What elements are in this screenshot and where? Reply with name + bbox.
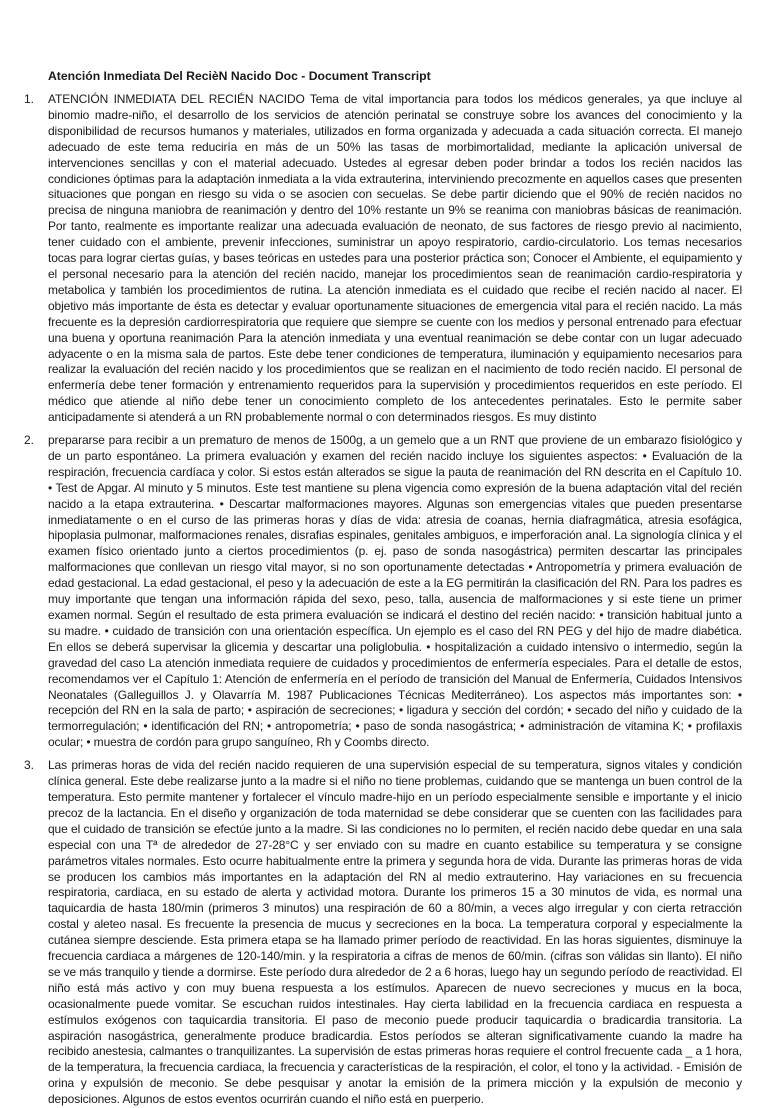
list-item — [24, 92, 742, 426]
list-item — [24, 758, 742, 1108]
document-title: Atención Inmediata Del RecièN Nacido Doc - Document Transcript — [48, 69, 431, 83]
item-number: 2. — [24, 433, 35, 448]
item-number: 1. — [24, 92, 35, 106]
item-text: ATENCIÓN INMEDIATA DEL RECIÉN NACIDO Tema de vital importancia para todos los médicos generales, ya que incluye al binomio madre-niño, el desarrollo de los servicios de atención perinatal se construye sobre los avances del conocimiento y la disponibilidad de recursos humanos y materiales, utilizados en forma organizada y adecuada a cada situación correcta. El manejo adecuado de este tema reduciría en más de un 50% las tasas de morbimortalidad, mediante la aplicación universal de intervenciones sencillas y con el material adecuado. Ustedes al egresar deben poder brindar a todos los recién nacidos las condiciones óptimas para la adaptación inmediata a la vida extrauterina, interviniendo precozmente en aquellos cases que presenten situaciones que pongan en riesgo su vida o se asocien con secuelas. Se debe partir diciendo que el 90% de recién nacidos no precisa de ninguna maniobra de reanimación y dentro del 10% restante un 9% se reanima con maniobras básicas de reanimación. Por tanto, realmente es importante realizar una adecuada evaluación de neonato, de sus factores de riesgo previo al nacimiento, tener cuidado con el ambiente, prevenir infecciones, suministrar un apoyo respiratorio, cardio-circulatorio. Los temas necesarios tocas para lograr ciertas guías, y bases teóricas en ustedes para una posterior práctica son; Conocer el Ambiente, el equipamiento y el personal necesario para la atención del recién nacido, manejar los procedimientos sean de reanimación cardio-respiratoria y metabolica y también los procedimientos de rutina. La atención inmediata es el cuidado que recibe el recién nacido al nacer. El objetivo más importante de ésta es detectar y evaluar oportunamente situaciones de emergencia vital para el recién nacido. La más frecuente es la depresión cardiorrespiratoria que requiere que siempre se cuente con los medios y personal entrenado para efectuar una buena y oportuna reanimación Para la atención inmediata y una eventual reanimación se debe contar con un lugar adecuado adyacente o en la misma sala de partos. Este debe tener condiciones de temperatura, iluminación y equipamiento necesarios para realizar la evaluación del recién nacido y los procedimientos que se realizan en el nacimiento de todo recién nacido. El personal de enfermería debe tener formación y entrenamiento requeridos para la supervisión y procedimientos requeridos en este período. El médico que atiende al niño debe tener un conocimiento completo de los antecedentes perinatales. Esto le permite saber anticipadamente si atenderá a un RN probablemente normal o con determinados riesgos. Es muy distinto — [48, 92, 742, 425]
item-text: Las primeras horas de vida del recién nacido requieren de una supervisión especial de su temperatura, signos vitales y condición clínica general. Este debe realizarse junto a la madre si el niño no tiene problemas, cuidando que se mantenga un buen control de la temperatura. Esto permite mantener y fortalecer el vínculo madre-hijo en un período especialmente sensible e importante y el inicio precoz de la lactancia. En el diseño y organización de toda maternidad se debe considerar que se cuenten con las facilidades para que el cuidado de transición se efectúe junto a la madre. Si las condiciones no lo permiten, el recién nacido debe quedar en una sala especial con una Tª de alrededor de 27-28°C y ser enviado con su madre en cuanto estabilice su temperatura y se consigne parámetros vitales normales. Esto ocurre habitualmente entre la primera y segunda hora de vida. Durante las primeras horas de vida se producen los cambios más importantes en la adaptación del RN al medio extrauterino. Hay variaciones en su frecuencia respiratoria, cardiaca, en su estado de alerta y actividad motora. Durante los primeros 15 a 30 minutos de vida, es normal una taquicardia de hasta 180/min (primeros 3 minutos) una respiración de 60 a 80/min, a veces algo irregular y con cierta retracción costal y aleteo nasal. Es frecuente la presencia de mucus y secreciones en la boca. La temperatura corporal y especialmente la cutánea siempre desciende. Esta primera etapa se ha llamado primer período de reactividad. En las horas siguientes, disminuye la frecuencia cardiaca a márgenes de 120-140/min. y la respiratoria a cifras de menos de 60/min. (cifras son válidas sin llanto). El niño se ve más tranquilo y tiende a dormirse. Este período dura alrededor de 2 a 6 horas, luego hay un segundo período de reactividad. El niño está más activo y con muy buena respuesta a los estímulos. Aparecen de nuevo secreciones y mucus en la boca, ocasionalmente puede vomitar. Se escuchan ruidos intestinales. Hay cierta labilidad en la frecuencia cardiaca en respuesta a estímulos exógenos con taquicardia transitoria. El paso de meconio puede producir taquicardia o bradicardia transitoria. La aspiración nasogástrica, generalmente produce bradicardia. Estos períodos se alteran significativamente cuando la madre ha recibido anestesia, calmantes o tranquilizantes. La supervisión de estas primeras horas requiere el control frecuente cada _ a 1 hora, de la temperatura, la frecuencia cardiaca, la frecuencia y características de la respiración, el color, el tono y la actividad. - Emisión de orina y expulsión de meconio. Se debe pesquisar y anotar la emisión de la primera micción y la expulsión de meconio y deposiciones. Algunos de estos eventos ocurrirán cuando el niño está en puerperio. — [48, 758, 742, 1107]
item-text: prepararse para recibir a un prematuro de menos de 1500g, a un gemelo que a un RNT que proviene de un embarazo fisiológico y de un parto espontáneo. La primera evaluación y examen del recién nacido incluye los siguientes aspectos: • Evaluación de la respiración, frecuencia cardíaca y color. Si estos están alterados se sigue la pauta de reanimación del RN descrita en el Capítulo 10. • Test de Apgar. Al minuto y 5 minutos. Este test mantiene su plena vigencia como expresión de la buena adaptación vital del recién nacido a la etapa extrauterina. • Descartar malformaciones mayores. Algunas son emergencias vitales que pueden presentarse inmediatamente o en el curso de las primeras horas y días de vida: atresia de coanas, hernia diafragmática, atresia esofágica, hipoplasia pulmonar, malformaciones renales, disrafias espinales, genitales ambiguos, e imperforación anal. La signología clínica y el examen físico orientado junto a ciertos procedimientos (p. ej. paso de sonda nasogástrica) permiten descartar las principales malformaciones que conllevan un riesgo vital mayor, si no son oportunamente detectadas • Antropometría y primera evaluación de edad gestacional. La edad gestacional, el peso y la adecuación de este a la EG permitirán la clasificación del RN. Para los padres es muy importante que tengan una información rápida del sexo, peso, talla, ausencia de malformaciones y si este tiene un primer examen normal. Según el resultado de esta primera evaluación se indicará el destino del recién nacido: • transición habitual junto a su madre. • cuidado de transición con una orientación específica. Un ejemplo es el caso del RN PEG y del hijo de madre diabética. En ellos se deberá supervisar la glicemia y descartar una poliglobulia. • hospitalización a cuidado intensivo o intermedio, según la gravedad del caso La atención inmediata requiere de cuidados y procedimientos de enfermería especiales. Para el detalle de estos, recomendamos ver el Capítulo 1: Atención de enfermería en el período de transición del Manual de Enfermería, Cuidados Intensivos Neonatales (Galleguillos J. y Olavarría M. 1987 Publicaciones Técnicas Mediterráneo). Los aspectos más importantes son: • recepción del RN en la sala de parto; • aspiración de secreciones; • ligadura y sección del cordón; • secado del niño y cuidado de la termorregulación; • identificación del RN; • antropometría; • paso de sonda nasogástrica; • administración de vitamina K; • profilaxis ocular; • muestra de cordón para grupo sanguíneo, Rh y Coombs directo. — [48, 433, 742, 750]
item-number: 3. — [24, 758, 35, 773]
transcript-list — [24, 92, 742, 1108]
list-item — [24, 433, 742, 751]
